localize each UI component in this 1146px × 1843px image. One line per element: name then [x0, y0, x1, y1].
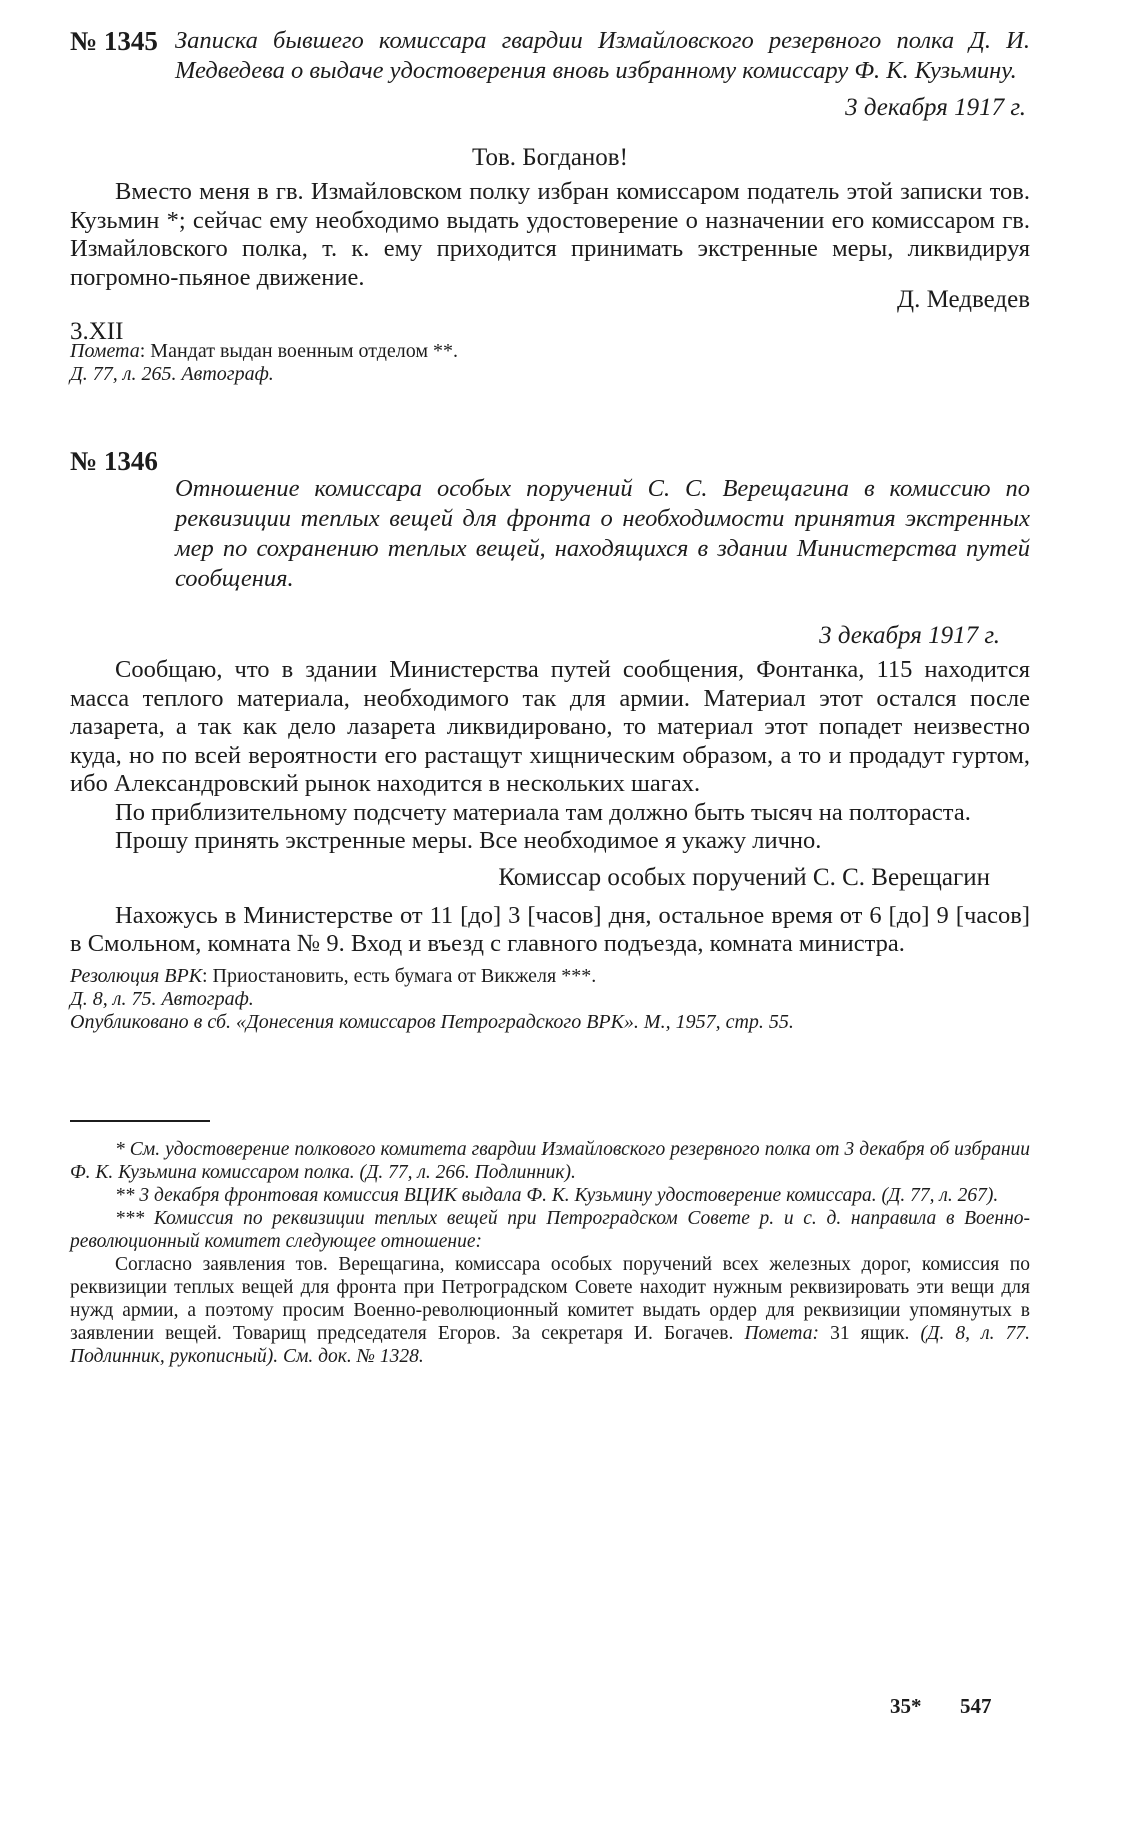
document-heading: Записка бывшего комиссара гвардии Измайловского резервного полка Д. И. Медведева о выдаче удостоверения вновь избранному комиссару Ф. К. Кузьмину. — [175, 27, 1030, 84]
document-page — [70, 26, 1031, 1718]
salutation: Тов. Богданов! — [472, 144, 628, 171]
footnote-1: * См. удостоверение полкового комитета гвардии Измайловского резервного полка от 3 декабря об избрании Ф. К. Кузьмина комиссаром полка. (Д. 77, л. 266. Подлинник). — [70, 1138, 1030, 1183]
paragraph-1: Сообщаю, что в здании Министерства путей сообщения, Фонтанка, 115 находится масса теплого материала, необходимого так для армии. Материал этот остался после лазарета, а так как дело лазарета ликвидировано, то материал этот попадет неизвестно куда, но по всей вероятности его растащут хищническим образом, а то и продадут гуртом, ибо Александровский рынок находится в нескольких шагах. — [70, 656, 1030, 797]
footnote-3: *** Комиссия по реквизиции теплых вещей при Петроградском Совете р. и с. д. направила в Военно-революционный комитет следующее отношение: — [70, 1207, 1030, 1252]
document-number: № 1345 — [70, 26, 158, 56]
archive-source: Д. 8, л. 75. Автограф. — [70, 987, 254, 1010]
document-date: 3 декабря 1917 г. — [845, 94, 1026, 121]
footnote-3-source: (Д. 8, л. 77. Подлинник, рукописный). См. док. № 1328. — [70, 1322, 1031, 1367]
archive-source: Д. 77, л. 265. Автограф. — [70, 363, 274, 385]
footnote-divider — [70, 1120, 210, 1122]
publication-note: Опубликовано в сб. «Донесения комиссаров Петроградского ВРК». М., 1957, стр. 55. — [70, 1010, 794, 1033]
resolution — [70, 965, 1030, 988]
signature-row — [70, 286, 1030, 345]
footnotes — [70, 1138, 1030, 1368]
footnote-3-note-text: 31 ящик. — [830, 1322, 910, 1344]
signature: Комиссар особых поручений С. С. Верещагин — [498, 863, 990, 891]
document-date: 3 декабря 1917 г. — [819, 622, 1000, 649]
footnote-3-text: Согласно заявления тов. Верещагина, комиссара особых поручений всех железных дорог, комиссия по реквизиции теплых вещей для фронта при Петроградском Совете находит нужным реквизировать эти вещи для нужд армии, а поэтому просим Военно-революционный комитет выдать ордер для реквизиции упомянутых в заявлении вещей. Товарищ председателя Егоров. За секретаря И. Богачев. — [70, 1253, 1030, 1344]
resolution-text: : Приостановить, есть бумага от Викжеля ***. — [201, 964, 597, 987]
signature-mark: 35* — [890, 1694, 922, 1718]
resolution-label: Резолюция ВРК — [70, 964, 202, 987]
document-1345 — [70, 26, 1030, 386]
footnote-3-note-label: Помета: — [744, 1322, 819, 1344]
short-date: 3.XII — [70, 318, 124, 345]
note-label: Помета — [70, 340, 140, 362]
note — [70, 340, 1030, 363]
paragraph-2: По приблизительному подсчету материала там должно быть тысяч на полтораста. — [115, 798, 971, 826]
signature: Д. Медведев — [897, 286, 1030, 313]
document-number: № 1346 — [70, 446, 158, 476]
footnote-2: ** 3 декабря фронтовая комиссия ВЦИК выдала Ф. К. Кузьмину удостоверение комиссара. (Д. 77, л. 267). — [115, 1184, 999, 1206]
page-number: 547 — [960, 1694, 992, 1718]
document-1346 — [70, 446, 1030, 1034]
paragraph-3: Прошу принять экстренные меры. Все необходимое я укажу лично. — [115, 827, 822, 854]
note-text: : Мандат выдан военным отделом **. — [139, 340, 459, 362]
footnote-3-body — [70, 1253, 1030, 1368]
paragraph-4: Нахожусь в Министерстве от 11 [до] 3 [часов] дня, остальное время от 6 [до] 9 [часов] в Смольном, комната № 9. Вход и въезд с главного подъезда, комната министра. — [70, 901, 1030, 957]
document-body: Вместо меня в гв. Измайловском полку избран комиссаром податель этой записки тов. Кузьмин *; сейчас ему необходимо выдать удостоверение о назначении его комиссаром гв. Измайловского полка, т. к. ему приходится принимать экстренные меры, ликвидируя погромно-пьяное движение. — [70, 178, 1030, 291]
document-heading: Отношение комиссара особых поручений С. С. Верещагина в комиссию по реквизиции теплых вещей для фронта о необходимости принятия экстренных мер по сохранению теплых вещей, находящихся в здании Министерства путей сообщения. — [175, 475, 1030, 592]
